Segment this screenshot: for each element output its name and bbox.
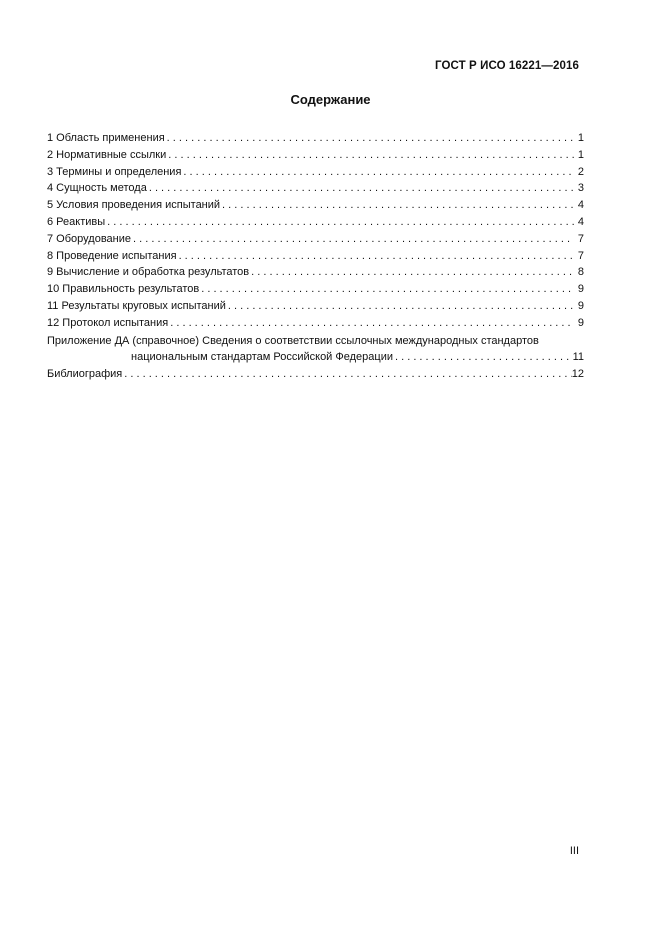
toc-appendix-title: Приложение ДА (справочное) Сведения о соответствии ссылочных международных стандартов bbox=[47, 334, 539, 347]
toc-item-9[interactable] bbox=[47, 264, 584, 281]
toc-item-8[interactable] bbox=[47, 248, 584, 265]
toc-item-page: 8 bbox=[577, 266, 584, 279]
toc-item-page: 9 bbox=[577, 316, 584, 329]
toc-item-page: 7 bbox=[577, 249, 584, 262]
toc-leader-dots bbox=[122, 366, 572, 383]
toc-leader-dots bbox=[177, 248, 574, 265]
toc-leader-dots bbox=[165, 130, 574, 147]
document-code: ГОСТ Р ИСО 16221—2016 bbox=[434, 60, 579, 72]
toc-title: Содержание bbox=[290, 92, 371, 107]
toc-item-page: 1 bbox=[577, 132, 584, 144]
toc-item-label: 9 Вычисление и обработка результатов bbox=[47, 266, 250, 279]
toc-item-page: 9 bbox=[577, 299, 584, 312]
toc-item-page: 4 bbox=[577, 215, 584, 228]
toc-item-label: 4 Сущность метода bbox=[47, 182, 147, 195]
toc-item-6[interactable] bbox=[47, 214, 584, 231]
toc-item-label: 2 Нормативные ссылки bbox=[47, 148, 167, 161]
toc-item-page: 9 bbox=[577, 283, 584, 296]
toc-item-12[interactable] bbox=[47, 315, 584, 332]
toc-leader-dots bbox=[168, 315, 574, 332]
toc-item-label: 1 Область применения bbox=[47, 132, 165, 144]
toc-leader-dots bbox=[166, 147, 574, 164]
toc-item-3[interactable] bbox=[47, 164, 584, 181]
toc-leader-dots bbox=[220, 197, 574, 214]
toc-item-page: 4 bbox=[577, 199, 584, 212]
toc-leader-dots bbox=[147, 180, 574, 197]
toc-item-label: 7 Оборудование bbox=[47, 232, 131, 245]
toc-item-label: Библиография bbox=[47, 368, 123, 381]
toc-item-11[interactable] bbox=[47, 298, 584, 315]
toc-item-page: 3 bbox=[577, 182, 584, 195]
toc-leader-dots bbox=[249, 264, 574, 281]
toc-appendix-subtitle: национальным стандартам Российской Федерации bbox=[131, 351, 393, 364]
table-of-contents bbox=[47, 130, 584, 383]
toc-item-4[interactable] bbox=[47, 180, 584, 197]
toc-item-7[interactable] bbox=[47, 231, 584, 248]
toc-appendix-line2 bbox=[47, 349, 584, 366]
toc-item-page: 2 bbox=[577, 165, 584, 178]
toc-item-label: 3 Термины и определения bbox=[47, 165, 182, 178]
toc-leader-dots bbox=[393, 349, 573, 366]
toc-leader-dots bbox=[226, 298, 574, 315]
toc-item-1[interactable] bbox=[47, 130, 584, 147]
toc-item-label: 11 Результаты круговых испытаний bbox=[47, 299, 226, 312]
toc-item-page: 1 bbox=[577, 148, 584, 161]
toc-item-page: 7 bbox=[577, 232, 584, 245]
toc-item-2[interactable] bbox=[47, 147, 584, 164]
toc-item-bibliography[interactable] bbox=[47, 366, 584, 383]
toc-item-page: 11 bbox=[572, 351, 584, 364]
toc-item-label: 6 Реактивы bbox=[47, 215, 106, 228]
toc-item-label: 8 Проведение испытания bbox=[47, 249, 177, 262]
toc-leader-dots bbox=[131, 231, 574, 248]
toc-item-label: 10 Правильность результатов bbox=[47, 283, 200, 296]
toc-item-label: 12 Протокол испытания bbox=[47, 316, 169, 329]
toc-leader-dots bbox=[199, 281, 574, 298]
toc-leader-dots bbox=[181, 164, 574, 181]
page-number: III bbox=[569, 845, 579, 857]
toc-item-page: 12 bbox=[571, 368, 584, 381]
toc-item-appendix[interactable] bbox=[47, 333, 584, 367]
toc-item-10[interactable] bbox=[47, 281, 584, 298]
toc-item-5[interactable] bbox=[47, 197, 584, 214]
toc-item-label: 5 Условия проведения испытаний bbox=[47, 199, 221, 212]
toc-leader-dots bbox=[105, 214, 574, 231]
